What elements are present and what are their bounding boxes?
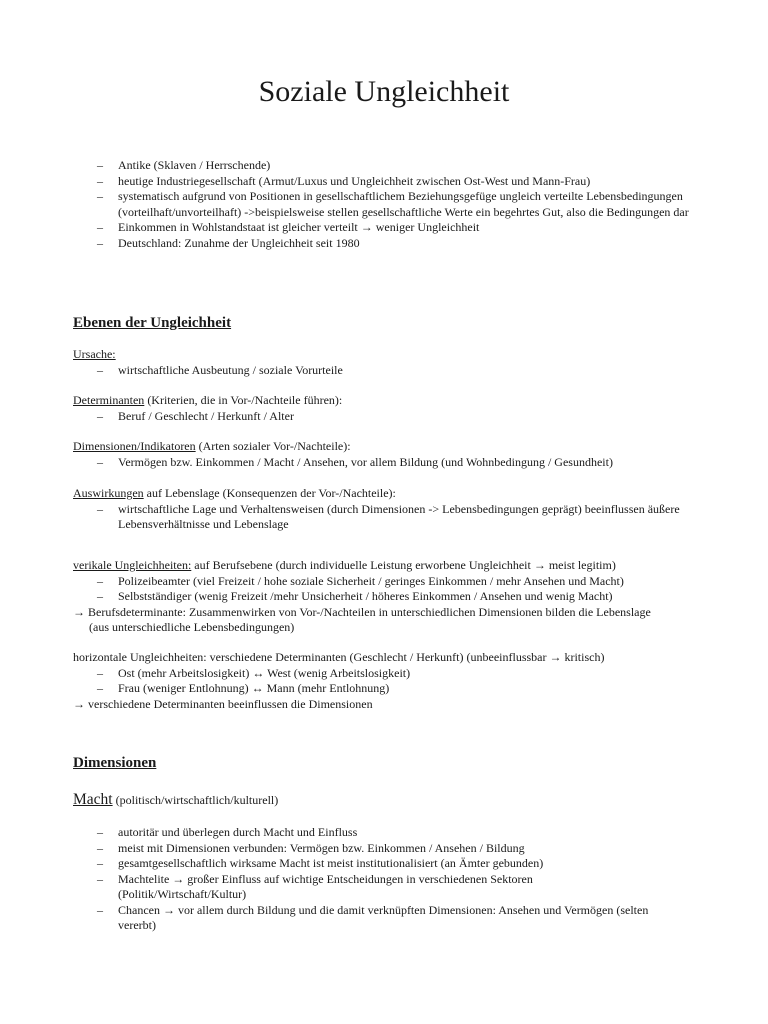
ursache-list xyxy=(73,363,728,379)
auswirkungen-label: Auswirkungen xyxy=(73,486,144,500)
vertikal-section xyxy=(73,558,728,636)
intro-section xyxy=(73,158,728,251)
list-item: – Machtelite → großer Einfluss auf wichtige Entscheidungen in verschiedenen Sektoren (Politik/Wirtschaft/Kultur) xyxy=(73,872,728,903)
dimensionen-label: Dimensionen/Indikatoren xyxy=(73,439,196,453)
vertikal-note-continued: (aus unterschiedliche Lebensbedingungen) xyxy=(89,620,295,634)
determinanten-line xyxy=(73,393,728,409)
ursache-label: Ursache: xyxy=(73,347,116,361)
auswirkungen-text: auf Lebenslage (Konsequenzen der Vor-/Nachteile): xyxy=(143,486,396,500)
dimensionen-line xyxy=(73,439,728,455)
list-item: – Chancen → vor allem durch Bildung und die damit verknüpften Dimensionen: Ansehen und Vermögen (selten vererbt) xyxy=(73,903,728,934)
vertikal-note: → Berufsdeterminante: Zusammenwirken von Vor-/Nachteilen in unterschiedlichen Dimensionen bilden die Lebenslage xyxy=(73,604,651,619)
section-heading-ebenen: Ebenen der Ungleichheit xyxy=(73,315,232,331)
determinanten-label: Determinanten xyxy=(73,393,145,407)
list-item: – Ost (mehr Arbeitslosigkeit) ↔ West (wenig Arbeitslosigkeit) xyxy=(73,666,728,682)
list-item: – meist mit Dimensionen verbunden: Vermögen bzw. Einkommen / Ansehen / Bildung xyxy=(73,841,728,857)
vertikal-label: verikale Ungleichheiten: xyxy=(73,558,192,572)
section-heading-dimensionen: Dimensionen xyxy=(73,755,157,771)
list-item: – Frau (weniger Entlohnung) ↔ Mann (mehr Entlohnung) xyxy=(73,681,728,697)
ursache-section xyxy=(73,347,728,378)
list-item: – Deutschland: Zunahme der Ungleichheit seit 1980 xyxy=(73,236,728,252)
list-item: – Beruf / Geschlecht / Herkunft / Alter xyxy=(73,409,728,425)
horizontal-list xyxy=(73,666,728,697)
list-item: – Einkommen in Wohlstandstaat ist gleicher verteilt → weniger Ungleichheit xyxy=(73,220,728,236)
dimensionen-list xyxy=(73,455,728,471)
dimensionen-text: (Arten sozialer Vor-/Nachteile): xyxy=(195,439,351,453)
macht-line xyxy=(73,792,728,809)
auswirkungen-section xyxy=(73,486,728,533)
determinanten-list xyxy=(73,409,728,425)
vertikal-list xyxy=(73,574,728,605)
horizontal-note: → verschiedene Determinanten beeinflussen die Dimensionen xyxy=(73,696,373,711)
macht-list xyxy=(73,825,728,934)
auswirkungen-line xyxy=(73,486,728,502)
list-item: – systematisch aufgrund von Positionen in gesellschaftlichem Beziehungsgefüge ungleich verteilte Lebensbedingungen (vorteilhaft/unvorteilhaft) ->beispielsweise stellen gesellschaftliche Werte ein begehrtes Gut, also die Bedingungen dar xyxy=(73,189,728,220)
list-item: – autoritär und überlegen durch Macht und Einfluss xyxy=(73,825,728,841)
list-item: – heutige Industriegesellschaft (Armut/Luxus und Ungleichheit zwischen Ost-West und Mann-Frau) xyxy=(73,174,728,190)
horizontal-section xyxy=(73,650,728,712)
vertikal-text: auf Berufsebene (durch individuelle Leistung erworbene Ungleichheit → meist legitim) xyxy=(191,558,616,572)
list-item: – wirtschaftliche Lage und Verhaltensweisen (durch Dimensionen -> Lebensbedingungen geprägt) beeinflussen äußere Lebensverhältnisse und Lebenslage xyxy=(73,502,728,533)
intro-list xyxy=(73,158,728,251)
determinanten-section xyxy=(73,393,728,424)
macht-label: Macht xyxy=(73,791,113,808)
dimensionen-indikatoren-section xyxy=(73,439,728,470)
list-item: – Polizeibeamter (viel Freizeit / hohe soziale Sicherheit / geringes Einkommen / mehr Ansehen und Macht) xyxy=(73,574,728,590)
list-item: – Antike (Sklaven / Herrschende) xyxy=(73,158,728,174)
list-item: – wirtschaftliche Ausbeutung / soziale Vorurteile xyxy=(73,363,728,379)
determinanten-text: (Kriterien, die in Vor-/Nachteile führen): xyxy=(144,393,343,407)
auswirkungen-list xyxy=(73,502,728,533)
list-item: – gesamtgesellschaftlich wirksame Macht ist meist institutionalisiert (an Ämter gebunden) xyxy=(73,856,728,872)
horizontal-line: horizontale Ungleichheiten: verschiedene Determinanten (Geschlecht / Herkunft) (unbeeinflussbar → kritisch) xyxy=(73,650,605,664)
list-item: – Selbstständiger (wenig Freizeit /mehr Unsicherheit / höheres Einkommen / Ansehen und wenig Macht) xyxy=(73,589,728,605)
list-item: – Vermögen bzw. Einkommen / Macht / Ansehen, vor allem Bildung (und Wohnbedingung / Gesundheit) xyxy=(73,455,728,471)
page-title: Soziale Ungleichheit xyxy=(258,75,510,108)
macht-heading xyxy=(73,792,728,809)
vertikal-line xyxy=(73,558,728,574)
macht-text: (politisch/wirtschaftlich/kulturell) xyxy=(112,793,279,807)
macht-section xyxy=(73,825,728,934)
